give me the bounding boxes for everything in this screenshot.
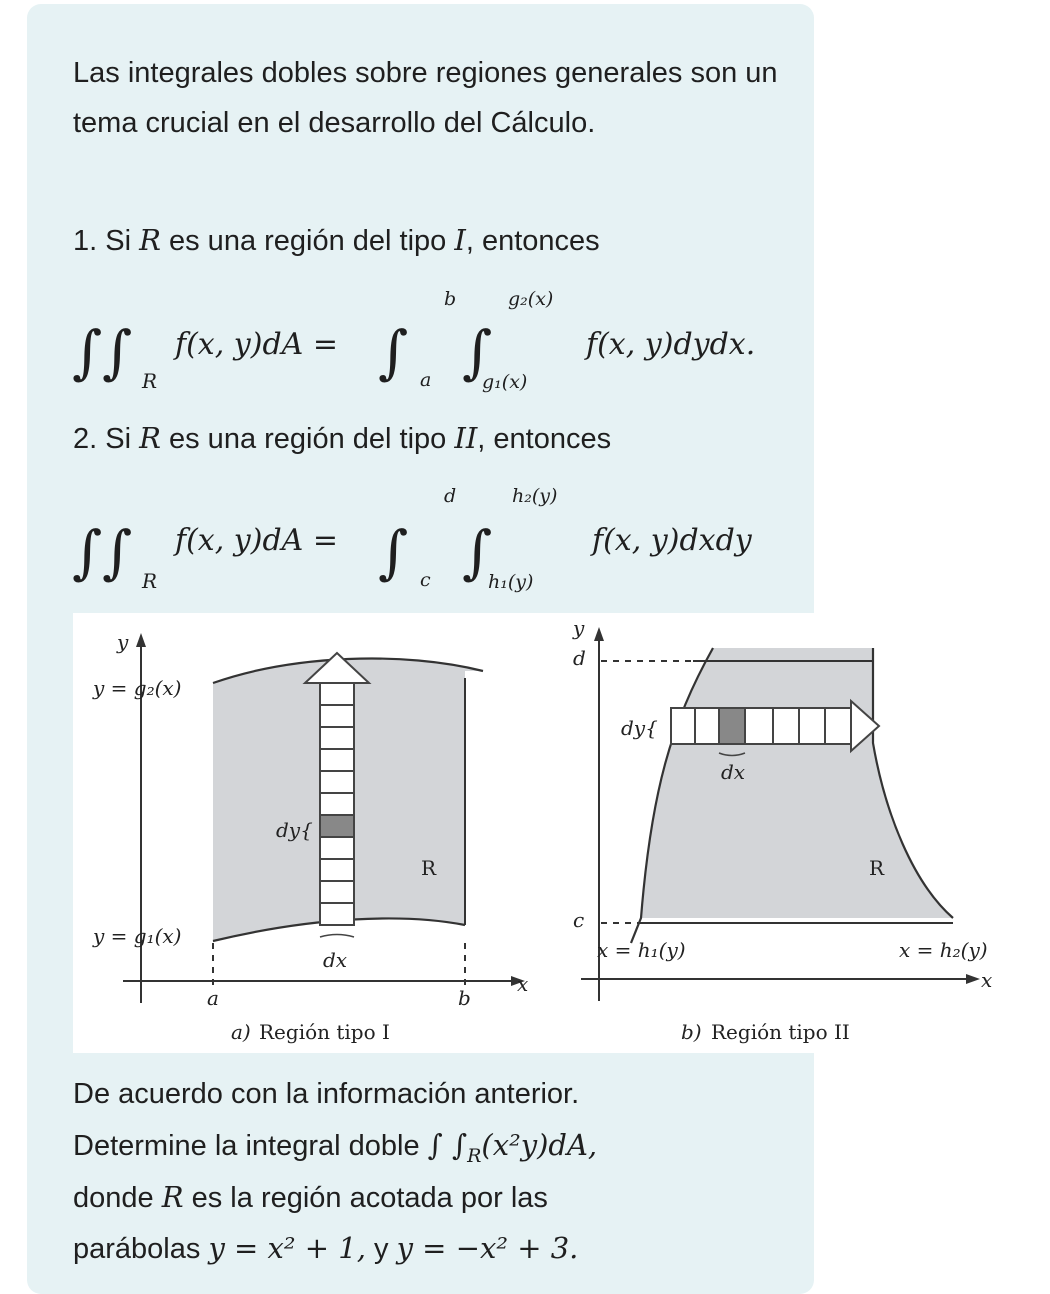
item2-region: R bbox=[139, 421, 161, 455]
y-label-b: y bbox=[573, 616, 585, 640]
question-line-2-prefix: Determine la integral doble bbox=[73, 1130, 420, 1162]
question-line-3-suffix: es la región acotada por las bbox=[191, 1182, 548, 1214]
item1-suffix: , entonces bbox=[465, 225, 600, 257]
type-2-region bbox=[641, 648, 953, 918]
parabola-1: y = x² + 1, bbox=[208, 1231, 366, 1265]
question-region: R bbox=[161, 1180, 184, 1214]
question-line-2 bbox=[73, 1120, 597, 1171]
parabola-2: y = −x² + 3. bbox=[396, 1231, 579, 1265]
integral-sign-7: ∫ bbox=[378, 518, 409, 586]
y-label-a: y bbox=[117, 630, 129, 654]
strip-cell bbox=[745, 708, 773, 744]
eq2-integrand: f(x, y)dxdy bbox=[592, 523, 752, 558]
eq2-inner-upper: h₂(y) bbox=[512, 485, 558, 507]
strip-cell bbox=[320, 859, 354, 881]
dx-label-b: dx bbox=[721, 760, 746, 784]
x-arrow-b bbox=[966, 974, 980, 984]
item1-prefix: 1. Si bbox=[73, 225, 132, 257]
horizontal-strip bbox=[671, 701, 879, 751]
strip-cell bbox=[825, 708, 851, 744]
right-curve-label: x = h₂(y) bbox=[899, 938, 988, 962]
question-line-4 bbox=[73, 1223, 578, 1274]
caption-a-letter: a) bbox=[231, 1020, 251, 1044]
type-1-diagram bbox=[92, 630, 528, 1044]
eq1-sub-r: R bbox=[142, 369, 158, 393]
region-diagrams bbox=[73, 613, 1050, 1053]
eq2-upper: d bbox=[444, 485, 457, 507]
integral-sign-8: ∫ bbox=[462, 518, 493, 586]
b-label: b bbox=[458, 986, 471, 1010]
question-line-1: De acuerdo con la información anterior. bbox=[73, 1078, 580, 1110]
conjunction: y bbox=[374, 1233, 389, 1265]
eq2-sub-r: R bbox=[142, 569, 158, 593]
upper-curve-label: y = g₂(x) bbox=[93, 676, 182, 700]
y-arrow-b bbox=[594, 627, 604, 641]
strip-cell bbox=[320, 903, 354, 925]
eq2-lower: c bbox=[420, 569, 431, 591]
strip-cell bbox=[773, 708, 799, 744]
equation-2 bbox=[0, 0, 820, 620]
caption-b-letter: b) bbox=[681, 1020, 702, 1044]
strip-cell bbox=[320, 749, 354, 771]
strip-cell-highlight bbox=[320, 815, 354, 837]
c-label: c bbox=[573, 908, 585, 932]
strip-cell bbox=[320, 771, 354, 793]
strip-cell bbox=[320, 683, 354, 705]
dx-label-a: dx bbox=[323, 948, 348, 972]
caption-b: Región tipo II bbox=[711, 1020, 850, 1044]
r-label-b: R bbox=[869, 856, 885, 880]
integral-sign-3: ∫ bbox=[378, 318, 409, 386]
y-arrow-a bbox=[136, 633, 146, 647]
eq2-lhs: f(x, y)dA = bbox=[175, 523, 338, 558]
question-line-3-prefix: donde bbox=[73, 1182, 154, 1214]
integral-sign-1: ∫ bbox=[72, 318, 103, 386]
strip-cell bbox=[320, 705, 354, 727]
eq1-lhs: f(x, y)dA = bbox=[175, 327, 338, 362]
region-figure bbox=[73, 613, 1050, 1053]
eq2-inner-lower: h₁(y) bbox=[488, 571, 534, 593]
eq1-upper: b bbox=[444, 288, 457, 310]
strip-cell bbox=[799, 708, 825, 744]
x-label-a: x bbox=[517, 972, 529, 996]
integral-sign-5: ∫ bbox=[72, 518, 103, 586]
item1-mid: es una región del tipo bbox=[169, 225, 447, 257]
question-integrand: (x²y)dA, bbox=[481, 1128, 598, 1162]
a-label: a bbox=[207, 986, 219, 1010]
strip-cell bbox=[695, 708, 719, 744]
dy-label-b: dy{ bbox=[621, 716, 658, 740]
question-line-4-prefix: parábolas bbox=[73, 1233, 201, 1265]
dy-label-a: dy{ bbox=[276, 818, 313, 842]
strip-cell bbox=[320, 837, 354, 859]
type-2-diagram bbox=[572, 616, 992, 1044]
d-label: d bbox=[573, 646, 586, 670]
item2-suffix: , entonces bbox=[477, 423, 612, 455]
inline-double-integral: ∫ $\int_R$ bbox=[427, 1128, 482, 1167]
item2-prefix: 2. Si bbox=[73, 423, 132, 455]
eq1-lower: a bbox=[420, 369, 432, 391]
eq1-inner-lower: g₁(x) bbox=[482, 371, 528, 393]
eq1-inner-upper: g₂(x) bbox=[508, 288, 554, 310]
item1-tipo: I bbox=[454, 223, 466, 257]
item2-mid: es una región del tipo bbox=[169, 423, 447, 455]
strip-cell bbox=[320, 727, 354, 749]
eq1-integrand: f(x, y)dydx. bbox=[586, 327, 756, 362]
question-line-3 bbox=[73, 1172, 548, 1223]
dx-brace-a bbox=[320, 935, 354, 938]
lower-curve-label: y = g₁(x) bbox=[93, 924, 182, 948]
caption-a: Región tipo I bbox=[259, 1020, 390, 1044]
integral-sign-6: ∫ bbox=[102, 518, 133, 586]
left-curve-label: x = h₁(y) bbox=[597, 938, 686, 962]
strip-cell-highlight bbox=[719, 708, 745, 744]
item2-tipo: II bbox=[454, 421, 478, 455]
r-label-a: R bbox=[421, 856, 437, 880]
intro-paragraph: Las integrales dobles sobre regiones generales son un tema crucial en el desarrollo del Cálculo. bbox=[73, 57, 778, 139]
strip-cell bbox=[671, 708, 695, 744]
integral-sign-4: ∫ bbox=[462, 318, 493, 386]
item1-region: R bbox=[139, 223, 161, 257]
integral-sign-2: ∫ bbox=[102, 318, 133, 386]
strip-cell bbox=[320, 793, 354, 815]
strip-cell bbox=[320, 881, 354, 903]
x-label-b: x bbox=[981, 968, 993, 992]
